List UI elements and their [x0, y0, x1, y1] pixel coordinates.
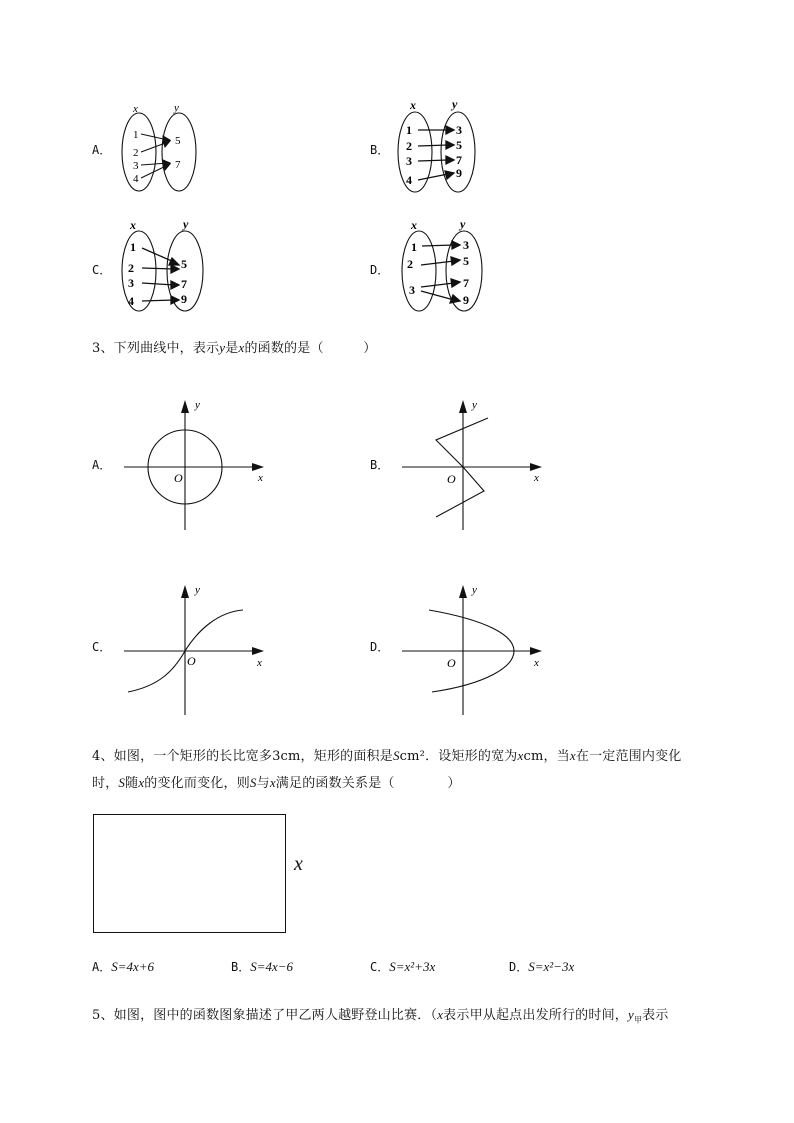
- svg-text:x: x: [534, 657, 539, 669]
- q3-option-b-label[interactable]: B．: [370, 458, 390, 472]
- q4-stem-line2: 时，S随x的变化而变化，则S与x满足的函数关系是（ ）: [92, 775, 461, 791]
- q3-option-c-label[interactable]: C．: [92, 640, 112, 654]
- q3-option-d-graph: [396, 580, 556, 720]
- svg-text:x: x: [258, 472, 263, 484]
- svg-text:5: 5: [181, 257, 187, 271]
- svg-text:y: y: [460, 217, 466, 231]
- q4-option-c[interactable]: C．S=x²+3x: [370, 959, 436, 974]
- q3-option-c-graph: [118, 580, 278, 720]
- svg-text:x: x: [257, 657, 262, 669]
- svg-text:4: 4: [128, 294, 134, 308]
- svg-text:y: y: [472, 399, 477, 411]
- svg-text:5: 5: [175, 135, 181, 147]
- svg-text:3: 3: [133, 160, 139, 172]
- svg-text:O: O: [174, 471, 183, 485]
- q3-option-b-graph: [396, 395, 556, 535]
- svg-text:x: x: [130, 218, 136, 232]
- rectangle-width-label: x: [294, 853, 303, 875]
- q3-option-a-label[interactable]: A．: [92, 458, 112, 472]
- svg-text:y: y: [452, 97, 458, 111]
- svg-text:1: 1: [130, 240, 136, 254]
- q4-option-b[interactable]: B．S=4x−6: [231, 959, 294, 974]
- svg-text:9: 9: [181, 292, 187, 306]
- svg-text:y: y: [472, 584, 477, 596]
- svg-text:y: y: [195, 584, 200, 596]
- q2-option-c-mapping-diagram: [112, 214, 222, 318]
- svg-text:9: 9: [463, 293, 469, 307]
- svg-text:3: 3: [409, 283, 415, 297]
- q2-option-d-mapping-diagram: [388, 214, 498, 318]
- svg-text:7: 7: [456, 153, 462, 167]
- q4-stem-line1: 4、如图，一个矩形的长比宽多3cm，矩形的面积是Scm²．设矩形的宽为xcm，当x在一定范围内变化: [92, 748, 682, 764]
- q3-option-a-graph: [118, 395, 278, 535]
- svg-text:1: 1: [133, 129, 139, 141]
- svg-text:O: O: [447, 656, 456, 670]
- q2-option-d-label[interactable]: D．: [370, 263, 390, 277]
- svg-text:3: 3: [406, 154, 412, 168]
- svg-text:7: 7: [181, 277, 187, 291]
- q4-stem: [92, 743, 752, 797]
- svg-text:x: x: [534, 472, 539, 484]
- svg-text:4: 4: [406, 173, 412, 187]
- svg-text:3: 3: [456, 123, 462, 137]
- q2-option-b-label[interactable]: B．: [370, 143, 390, 157]
- range-title: y: [174, 102, 179, 114]
- q2-option-c-label[interactable]: C．: [92, 263, 112, 277]
- svg-text:x: x: [411, 218, 417, 232]
- svg-text:5: 5: [456, 138, 462, 152]
- svg-text:2: 2: [128, 261, 134, 275]
- svg-text:y: y: [195, 399, 200, 411]
- svg-text:5: 5: [463, 254, 469, 268]
- q2-option-b-mapping-diagram: [388, 96, 498, 198]
- svg-text:x: x: [410, 98, 416, 112]
- rectangle-figure: [93, 814, 286, 933]
- svg-text:O: O: [187, 654, 196, 668]
- q4-option-d[interactable]: D．S=x²−3x: [509, 959, 575, 974]
- q3-option-d-label[interactable]: D．: [370, 640, 390, 654]
- svg-text:O: O: [447, 472, 456, 486]
- svg-text:2: 2: [407, 257, 413, 271]
- svg-text:9: 9: [456, 166, 462, 180]
- svg-text:y: y: [183, 217, 189, 231]
- svg-text:1: 1: [411, 240, 417, 254]
- svg-text:7: 7: [463, 276, 469, 290]
- svg-text:2: 2: [133, 147, 139, 159]
- svg-text:3: 3: [128, 276, 134, 290]
- svg-text:7: 7: [175, 159, 181, 171]
- domain-title: x: [133, 103, 138, 115]
- q2-option-a-mapping-diagram: [112, 98, 212, 198]
- q5-stem: 5、如图，图中的函数图象描述了甲乙两人越野登山比赛．（x表示甲从起点出发所行的时间，$y_甲$表示: [92, 1007, 669, 1025]
- q4-option-a[interactable]: A．S=4x+6: [92, 959, 155, 974]
- svg-text:4: 4: [133, 173, 139, 185]
- svg-text:2: 2: [406, 139, 412, 153]
- svg-text:3: 3: [463, 238, 469, 252]
- svg-text:1: 1: [406, 123, 412, 137]
- q3-stem: 3、下列曲线中，表示y是x的函数的是（ ）: [92, 340, 377, 356]
- q2-option-a-label[interactable]: A．: [92, 143, 112, 157]
